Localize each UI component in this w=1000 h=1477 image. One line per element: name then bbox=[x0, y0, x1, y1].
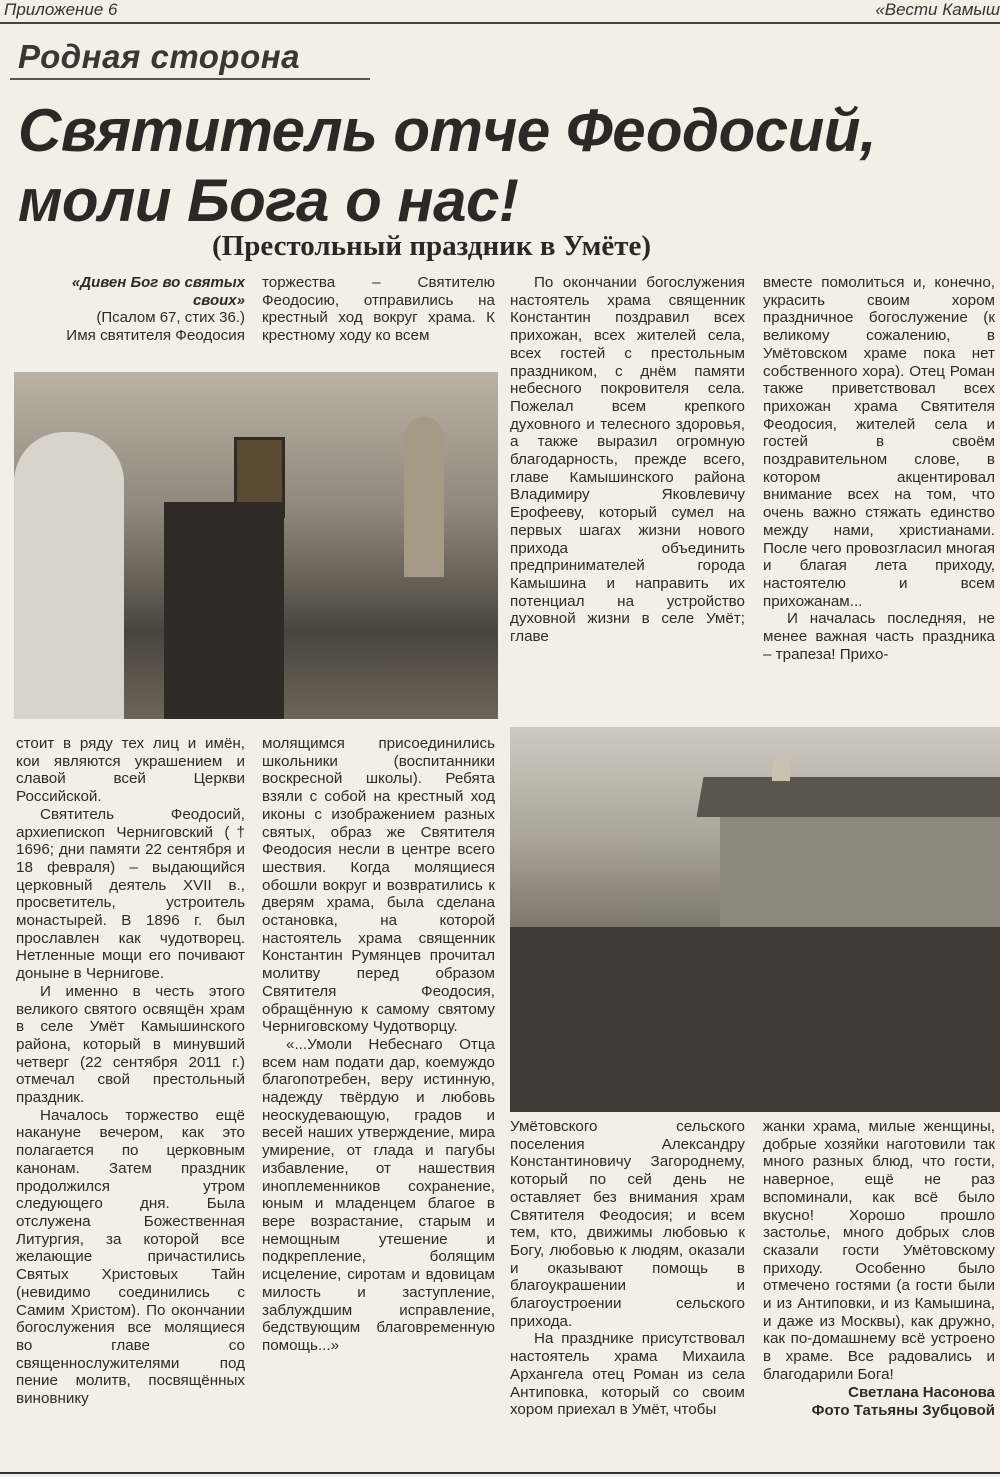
paragraph: На празднике присутствовал настоятель храма Михаила Архангела отец Роман из села Антиповка, который со своим хором приехал в Умёт, чтобы bbox=[510, 1330, 745, 1419]
paragraph: стоит в ряду тех лиц и имён, кои являются украшением и славой всей Церкви Российской. bbox=[16, 735, 245, 806]
paragraph: Святитель Феодосий, архиепископ Черниговский († 1696; дни памяти 22 сентября и 18 февраля) – выдающийся церковный деятель XVII в., просветитель, устроитель монастырей. В 1896 г. был прославлен как чудотворец. Нетленные мощи его почивают доныне в Чернигове. bbox=[16, 805, 245, 983]
paragraph: Умётовского сельского поселения Александру Константиновичу Загороднему, который по сей день не оставляет без внимания храм Святителя Феодосия; и всем тем, кто, движимы любовью к Богу, любовью к людям, оказали и оказывают помощь в благоукрашении и благоустроении сельского прихода. bbox=[510, 1118, 745, 1330]
newspaper-name: «Вести Камыш bbox=[875, 0, 1000, 19]
epigraph bbox=[16, 274, 245, 327]
epigraph-source: (Псалом 67, стих 36.) bbox=[96, 309, 245, 327]
author-name: Светлана Насонова bbox=[848, 1383, 995, 1401]
photo-procession-inside-church bbox=[14, 372, 498, 719]
epigraph-quote: «Дивен Бог во святых своих» bbox=[71, 274, 245, 309]
prayer-quote: «...Умоли Небеснаго Отца всем нам подати дар, коемуждо благопотребен, веру истинную, надежду твёрдую и любовь неоскудевающую, градов и весей наших утверждение, мира умирение, от глада и пагубы избавление, от нашествия иноплеменников сохранение, юным и младенцем благое в вере возрастание, старым и немощным утешение и подкрепление, болящим исцеление, сиротам и вдовицам милость и заступление, заблуждшим исправление, бедствующим благовременную помощь...» bbox=[262, 1035, 495, 1354]
column-1-bottom bbox=[16, 735, 245, 1468]
column-4-bottom bbox=[763, 1118, 995, 1470]
rubric-title: Родная сторона bbox=[18, 38, 301, 75]
column-4-top bbox=[763, 274, 995, 720]
column-2-bottom bbox=[262, 735, 495, 1468]
bottom-divider bbox=[0, 1472, 1000, 1474]
paragraph: По окончании богослужения настоятель храма священник Константин поздравил всех прихожан, всех жителей села, всех гостей с престольным праздником, с днём памяти небесного покровителя села. Пожелал всем крепкого духовного и телесного здоровья, а также выразил огромную благодарность, прежде всего, главе Камышинского района Владимиру Яковлевичу Ерофееву, который сумел на первых шагах жизни нового прихода объединить предпринимателей города Камышина и направить их потенциал на устройство духовной жизни в селе Умёт; главе bbox=[510, 274, 745, 646]
person-foreground bbox=[14, 432, 124, 719]
paragraph: жанки храма, милые женщины, добрые хозяйки наготовили так много разных блюд, что гости, наверное, ещё не раз вспоминали, как всё было вкусно! Хорошо прошло застолье, много добрых слов сказали гости Умётовскому приходу. Особенно было отмечено гостями (а гости были и из Антиповки, и из Камышина, и даже из Москвы), как дружно, как по-домашнему всё устроено в храме. Все радовались и благодарили Бога! bbox=[763, 1118, 995, 1383]
header-divider bbox=[0, 22, 1000, 24]
rubric-divider bbox=[10, 78, 370, 80]
paragraph: Началось торжество ещё накануне вечером, как это полагается по церковным канонам. Затем праздник продолжился утром следующего дня. Была отслужена Божественная Литургия, за которой все желающие причастились Святых Христовых Тайн (невидимо соединились с Самим Христом). По окончании богослужения все молящиеся во главе со священнослужителями под пение молитв, посвящённых виновнику bbox=[16, 1106, 245, 1408]
headline-line-1: Святитель отче Феодосий, bbox=[18, 97, 877, 164]
church-roof bbox=[696, 777, 1000, 817]
church-dome bbox=[772, 757, 790, 781]
column-3-bottom bbox=[510, 1118, 745, 1470]
procession-crowd bbox=[510, 927, 1000, 1112]
column-3-top bbox=[510, 274, 745, 718]
photo-credit: Фото Татьяны Зубцовой bbox=[811, 1401, 995, 1419]
people-group bbox=[164, 502, 284, 719]
wall-fresco bbox=[404, 417, 444, 577]
column-2-top bbox=[262, 274, 495, 364]
paragraph: И началась последняя, не менее важная часть праздника – трапеза! Прихо- bbox=[763, 610, 995, 663]
paragraph: вместе помолиться и, конечно, украсить своим хором праздничное богослужение (к великому сожалению, в Умётовском храме пока нет собственного хора). Отец Роман также приветствовал всех прихожан храма Святителя Феодосия, жителей села и гостей в своём поздравительном слове, в котором акцентировал внимание всех на том, что очень важно стяжать единство между нами, христианами. После чего провозгласил многая и благая лета приходу, настоятелю и всем прихожанам... bbox=[763, 274, 995, 610]
paragraph: молящимся присоединились школьники (воспитанники воскресной школы). Ребята взяли с собой на крестный ход иконы с изображением разных святых, образ же Святителя Феодосия несли в центре всего шествия. Когда молящиеся обошли вокруг и возвратились к дверям храма, была сделана остановка, на которой настоятель храма священник Константин Румянцев прочитал молитву перед образом Святителя Феодосия, обращённую к самому святому Черниговскому Чудотворцу. bbox=[262, 735, 495, 1036]
page-section-label: Приложение 6 bbox=[4, 0, 118, 19]
article-headline bbox=[18, 96, 998, 236]
headline-line-2: моли Бога о нас! bbox=[18, 167, 519, 234]
paragraph: Имя святителя Феодосия bbox=[66, 327, 245, 345]
column-1-top bbox=[16, 274, 245, 364]
article-subtitle: (Престольный праздник в Умёте) bbox=[212, 230, 652, 262]
paragraph: торжества – Святителю Феодосию, отправились на крестный ход вокруг храма. К крестному ходу ко всем bbox=[262, 274, 495, 345]
paragraph: И именно в честь этого великого святого освящён храм в селе Умёт Камышинского района, который в минувший четверг (22 сентября 2011 г.) отмечал свой престольный праздник. bbox=[16, 982, 245, 1107]
photo-procession-outside-church bbox=[510, 727, 1000, 1112]
